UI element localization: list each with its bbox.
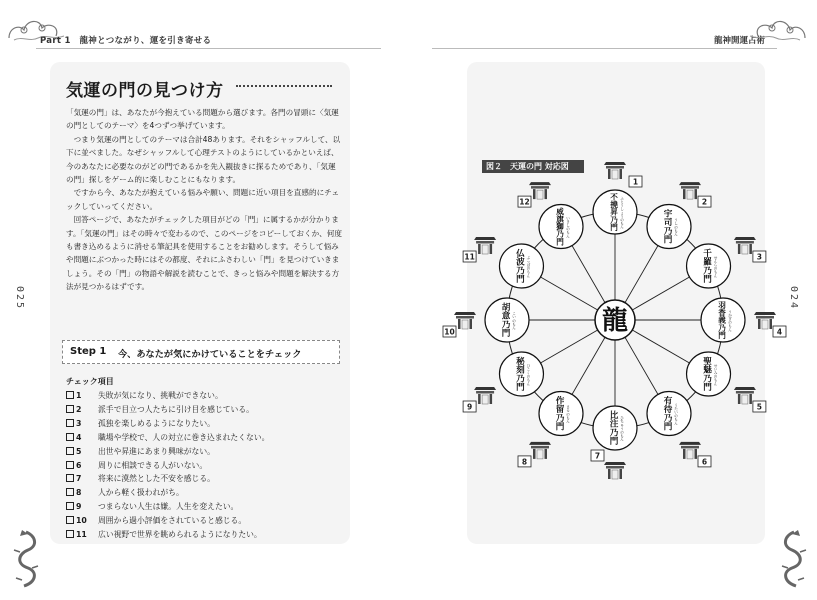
gate-door bbox=[687, 190, 693, 199]
gate-pillar bbox=[770, 319, 773, 329]
gate-number: 4 bbox=[776, 327, 783, 337]
paragraph: 「気運の門」は、あなたが今抱えている問題から選びます。各門の冒頭に〈気運の門としてのテーマ〉を4つずつ挙げています。 bbox=[66, 108, 339, 131]
gate-ruby: ぶっぱのもん bbox=[526, 255, 531, 278]
gate-roof bbox=[754, 312, 776, 315]
gate-roof bbox=[529, 442, 551, 445]
item-number: 8 bbox=[76, 488, 82, 498]
center-dragon-label: 龍 bbox=[601, 306, 629, 336]
gate-name: 宇司乃門 bbox=[663, 209, 673, 246]
gate-roof bbox=[474, 387, 496, 390]
gate-pillar bbox=[490, 244, 493, 254]
figure-label: 図２ 天運の門 対応図 bbox=[486, 162, 569, 171]
temple-gate-icon bbox=[454, 312, 476, 329]
gate-ruby: ひこくのもん bbox=[526, 363, 531, 386]
gate-door bbox=[742, 395, 748, 404]
gate-number: 6 bbox=[701, 457, 708, 467]
gate-ruby: ふとうしょうのもん bbox=[620, 196, 624, 230]
temple-gate-icon bbox=[604, 162, 626, 179]
gate-door bbox=[762, 320, 768, 329]
gate-pillar bbox=[738, 244, 741, 254]
gate-door bbox=[482, 245, 488, 254]
item-text: 職場や学校で、人の対立に巻き込まれたくない。 bbox=[98, 432, 270, 442]
gate-name: 羽香義乃門 bbox=[718, 300, 726, 340]
gate-ruby: ひちゅうのもん bbox=[620, 416, 624, 442]
temple-gate-icon bbox=[529, 182, 551, 199]
step-label: Step 1 bbox=[70, 346, 107, 357]
item-number: 9 bbox=[76, 502, 82, 512]
gate-pillar bbox=[683, 449, 686, 459]
gate-number: 9 bbox=[466, 402, 473, 412]
item-text: 広い視野で世界を眺められるようになりたい。 bbox=[98, 530, 262, 540]
gate-pillar bbox=[758, 319, 761, 329]
gate-beam bbox=[681, 186, 699, 189]
gate-pillar bbox=[533, 189, 536, 199]
gate-roof bbox=[679, 182, 701, 185]
gate-name: 比注乃門 bbox=[609, 411, 619, 447]
gate-roof bbox=[529, 182, 551, 185]
temple-gate-icon bbox=[604, 462, 626, 479]
gate-pillar bbox=[490, 394, 493, 404]
gate-beam bbox=[476, 241, 494, 244]
gate-pillar bbox=[545, 189, 548, 199]
item-text: 失敗が気になり、挑戦ができない。 bbox=[98, 391, 223, 400]
temple-gate-icon bbox=[529, 442, 551, 459]
section-title: 気運の門の見つけ方 bbox=[66, 81, 224, 101]
gate-roof bbox=[734, 237, 756, 240]
item-text: 孤独を楽しめるようになりたい。 bbox=[98, 418, 215, 428]
gate-pillar bbox=[738, 394, 741, 404]
paragraph: ですから今、あなたが抱えている悩みや願い、問題に近い項目を直感的にチェックしていってください。 bbox=[66, 188, 340, 211]
gate-pillar bbox=[749, 244, 752, 254]
gate-ruby: うかぎのもん bbox=[728, 309, 732, 332]
gate-pillar bbox=[620, 169, 623, 179]
gate-ruby: こいのもん bbox=[512, 311, 516, 330]
gate-number: 2 bbox=[701, 197, 708, 207]
gate-door bbox=[612, 470, 618, 479]
item-text: 周囲から過小評価をされていると感じる。 bbox=[98, 516, 247, 526]
gate-pillar bbox=[683, 189, 686, 199]
gate-beam bbox=[756, 316, 774, 319]
running-header-right: 龍神開運占術 bbox=[713, 36, 765, 46]
gate-pillar bbox=[695, 449, 698, 459]
gate-number: 5 bbox=[756, 402, 763, 412]
gate-beam bbox=[476, 391, 494, 394]
gate-roof bbox=[604, 462, 626, 465]
gate-ruby: いきしのもん bbox=[566, 216, 570, 239]
gate-name: 不撓昇乃門 bbox=[610, 192, 618, 232]
gate-name: 千羅乃門 bbox=[703, 249, 712, 285]
gate-pillar bbox=[458, 319, 461, 329]
gate-roof bbox=[474, 237, 496, 240]
gate-ruby: さるのもん bbox=[566, 405, 570, 424]
paragraph: つまり気運の門としてのテーマは合計48あります。それをシャッフルして、以下に並べました。なぜシャッフルして心理テストのようにしているかといえば、今のあなたに必要なのがどの門であるかを先入観抜きに探るためであり、「気運の門」探しをゲーム的に楽しむことにもなります。 bbox=[66, 134, 341, 185]
gate-name: 威旗獅乃門 bbox=[556, 206, 564, 247]
item-number: 11 bbox=[76, 530, 87, 540]
gate-ruby: うしのもん bbox=[674, 218, 678, 237]
gate-number: 11 bbox=[464, 252, 475, 262]
gate-beam bbox=[531, 446, 549, 449]
running-header-left: Part 1 龍神とつながり、運を引き寄せる bbox=[40, 36, 212, 46]
gate-number: 8 bbox=[521, 457, 528, 467]
gate-roof bbox=[734, 387, 756, 390]
gate-ruby: うたいのもん bbox=[674, 403, 678, 426]
gate-beam bbox=[531, 186, 549, 189]
checklist-heading: チェック項目 bbox=[66, 377, 114, 386]
gate-roof bbox=[604, 162, 626, 165]
gate-door bbox=[742, 245, 748, 254]
gate-number: 1 bbox=[632, 177, 639, 187]
gate-pillar bbox=[478, 394, 481, 404]
item-text: 周りに相談できる人がいない。 bbox=[98, 460, 208, 470]
gate-pillar bbox=[620, 469, 623, 479]
gate-pillar bbox=[608, 169, 611, 179]
gate-beam bbox=[736, 241, 754, 244]
gate-number: 3 bbox=[756, 252, 763, 262]
gate-beam bbox=[606, 166, 624, 169]
item-text: つまらない人生は嫌。人生を変えたい。 bbox=[98, 502, 239, 512]
gate-door bbox=[462, 320, 468, 329]
gate-pillar bbox=[608, 469, 611, 479]
item-number: 5 bbox=[76, 446, 82, 456]
gate-door bbox=[612, 170, 618, 179]
gate-pillar bbox=[478, 244, 481, 254]
item-text: 人から軽く扱われがち。 bbox=[98, 488, 184, 498]
item-text: 将来に漠然とした不安を感じる。 bbox=[98, 474, 215, 484]
gate-beam bbox=[456, 316, 474, 319]
gate-door bbox=[537, 450, 543, 459]
item-number: 4 bbox=[76, 432, 82, 442]
gate-pillar bbox=[695, 189, 698, 199]
item-number: 1 bbox=[76, 391, 82, 400]
item-text: 派手で目立つ人たちに引け目を感じている。 bbox=[98, 404, 254, 414]
gate-number: 10 bbox=[444, 327, 455, 337]
gate-number: 12 bbox=[519, 197, 530, 207]
page-number-right: 024 bbox=[788, 286, 799, 311]
gate-name: 秘刻乃門 bbox=[516, 357, 525, 393]
gate-beam bbox=[606, 466, 624, 469]
gate-roof bbox=[454, 312, 476, 315]
gate-name: 有待乃門 bbox=[663, 396, 673, 433]
item-number: 7 bbox=[76, 474, 82, 484]
gate-beam bbox=[736, 391, 754, 394]
item-number: 6 bbox=[76, 460, 82, 470]
gate-door bbox=[687, 450, 693, 459]
gate-name: 仏波乃門 bbox=[516, 249, 525, 285]
gate-beam bbox=[681, 446, 699, 449]
temple-gate-icon bbox=[474, 387, 496, 404]
gate-number: 7 bbox=[594, 451, 601, 461]
temple-gate-icon bbox=[474, 237, 496, 254]
page-number-left: 025 bbox=[14, 286, 25, 311]
gate-door bbox=[482, 395, 488, 404]
gate-ruby: せいみのもん bbox=[713, 363, 718, 386]
step-text: 今、あなたが気にかけていることをチェック bbox=[118, 349, 302, 360]
paragraph: 回答ページで、あなたがチェックした項目がどの「門」に属するかが分かります。「気運の門」はその時々で変わるので、このページをコピーしておくか、何度も書き込めるように消せる筆記具を使用することをお勧めします。そうして悩みや問題にぶつかった時にはその都度、それにふさわしい「門」を見つけていきましょう。その「門」の物語や解説を読むことで、きっと悩みや問題を解決する方法が見つかるはずです。 bbox=[66, 215, 342, 292]
gate-pillar bbox=[749, 394, 752, 404]
gate-pillar bbox=[545, 449, 548, 459]
gate-pillar bbox=[470, 319, 473, 329]
item-text: 出世や昇進にあまり興味がない。 bbox=[98, 446, 215, 456]
gate-name: 作留乃門 bbox=[555, 396, 565, 433]
gate-name: 聖魅乃門 bbox=[703, 357, 712, 393]
gate-roof bbox=[679, 442, 701, 445]
gate-pillar bbox=[533, 449, 536, 459]
gate-door bbox=[537, 190, 543, 199]
item-number: 3 bbox=[76, 418, 82, 428]
item-number: 10 bbox=[76, 516, 87, 526]
gate-name: 胡意乃門 bbox=[501, 303, 511, 339]
gate-ruby: せんらのもん bbox=[713, 255, 718, 278]
item-number: 2 bbox=[76, 404, 82, 414]
